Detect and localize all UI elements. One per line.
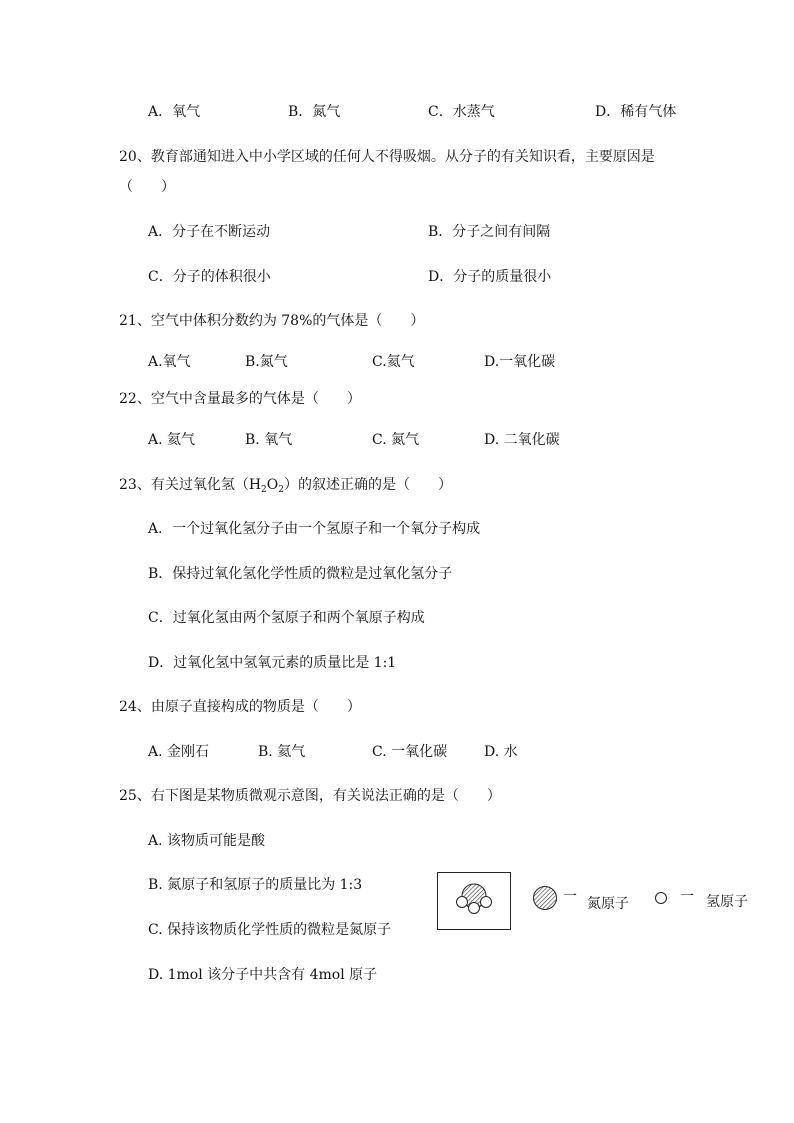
q22-stem: 22、空气中含量最多的气体是（ ） (119, 391, 361, 407)
q23-stem: 23、有关过氧化氢$(H_2O_2)$的叙述正确的是（ ） (119, 477, 452, 495)
q24-option-c: C. 一氧化碳 (372, 744, 448, 760)
q20-option-c: C．分子的体积很小 (148, 269, 271, 285)
q24-option-a: A. 金刚石 (148, 744, 210, 760)
q19-option-d: D．稀有气体 (595, 104, 677, 120)
q19-option-c: C．水蒸气 (428, 104, 495, 120)
q25-option-a: A. 该物质可能是酸 (148, 833, 266, 849)
q20-option-d: D．分子的质量很小 (428, 269, 552, 285)
q25-option-c: C. 保持该物质化学性质的微粒是氮原子 (148, 922, 392, 938)
molecule-diagram (437, 872, 511, 930)
q20-option-b: B．分子之间有间隔 (428, 224, 551, 240)
q24-option-d: D. 水 (484, 744, 518, 760)
q21-option-c: C.氦气 (372, 354, 415, 370)
q23-option-d: D．过氧化氢中氢氧元素的质量比是 1:1 (148, 655, 397, 671)
q22-option-c: C. 氮气 (372, 432, 420, 448)
q20-answer-paren: （ ） (119, 179, 175, 195)
hydrogen-atom-left (457, 897, 468, 908)
q21-option-a: A.氧气 (148, 354, 191, 370)
q20-option-a: A．分子在不断运动 (148, 224, 271, 240)
q25-option-d: D. 1mol 该分子中共含有 4mol 原子 (148, 967, 378, 983)
q25-stem: 25、右下图是某物质微观示意图，有关说法正确的是（ ） (119, 788, 501, 804)
q21-stem: 21、空气中体积分数约为 78%的气体是（ ） (119, 313, 425, 329)
hydrogen-atom-bottom (469, 903, 480, 914)
q22-option-d: D. 二氧化碳 (484, 432, 560, 448)
legend-nitrogen-label: 氮原子 (587, 896, 629, 912)
legend-nitrogen-icon (532, 885, 558, 911)
q23-option-c: C．过氧化氢由两个氢原子和两个氧原子构成 (148, 610, 425, 626)
q25-option-b: B. 氮原子和氢原子的质量比为 1:3 (148, 877, 363, 893)
q23-option-b: B．保持过氧化氢化学性质的微粒是过氧化氢分子 (148, 566, 453, 582)
q22-option-b: B. 氧气 (245, 432, 293, 448)
q22-option-a: A. 氦气 (148, 432, 196, 448)
q23-option-a: A．一个过氧化氢分子由一个氢原子和一个氧分子构成 (148, 521, 481, 537)
legend-hydrogen-icon (654, 891, 668, 905)
q24-option-b: B. 氦气 (258, 744, 306, 760)
legend-hydrogen-dash: 一 (680, 889, 694, 905)
hydrogen-atom-right (481, 897, 492, 908)
q19-option-b: B．氮气 (288, 104, 341, 120)
legend-hydrogen-label: 氢原子 (706, 894, 748, 910)
q21-option-d: D.一氧化碳 (484, 354, 556, 370)
q24-stem: 24、由原子直接构成的物质是（ ） (119, 699, 361, 715)
q20-stem: 20、教育部通知进入中小学区域的任何人不得吸烟。从分子的有关知识看，主要原因是 (119, 149, 655, 165)
q19-option-a: A．氧气 (148, 104, 201, 120)
q21-option-b: B.氮气 (245, 354, 288, 370)
legend-nitrogen-dash: 一 (563, 889, 577, 905)
